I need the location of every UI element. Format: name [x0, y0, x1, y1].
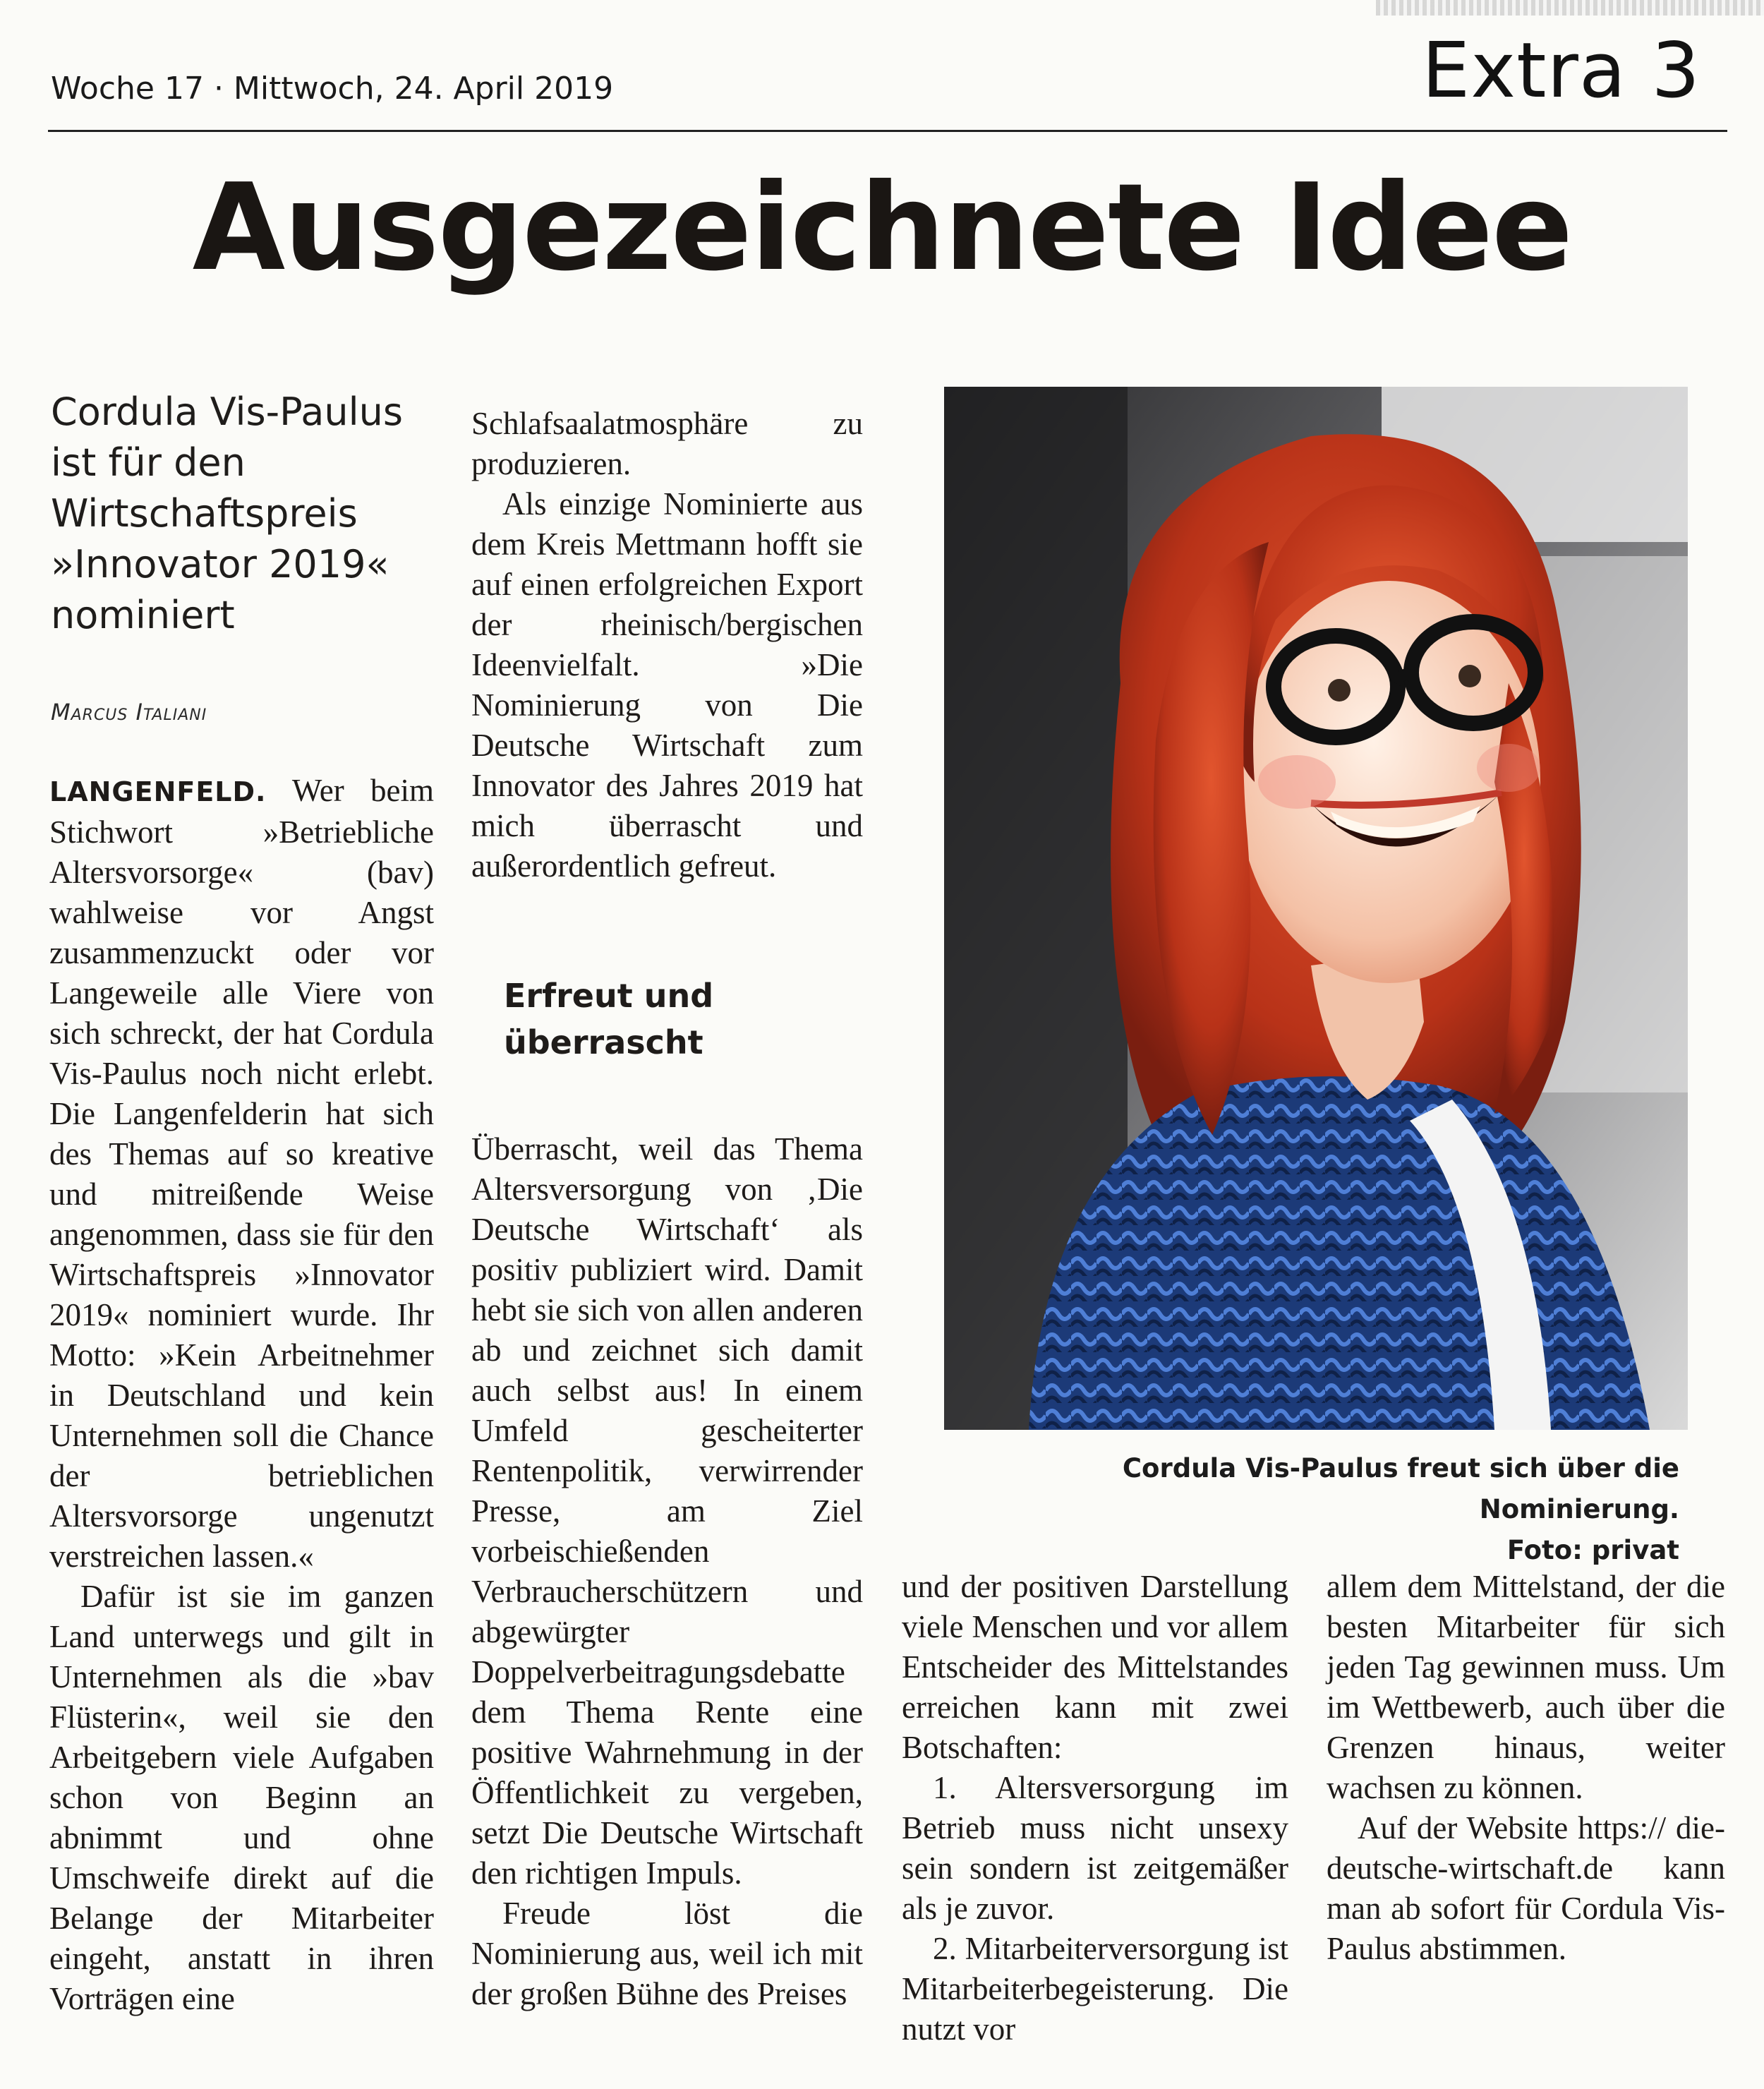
dateline: LANGENFELD. — [49, 776, 267, 807]
article-column-3 — [902, 1567, 1288, 2049]
subheading: Erfreut und überrascht — [504, 977, 714, 1061]
photo-caption: Cordula Vis-Paulus freut sich über die Nominierung. — [1122, 1453, 1679, 1524]
paragraph: allem dem Mittelstand, der die besten Mitarbeiter für sich jeden Tag gewinnen muss. Um im Wettbewerb, auch über die Grenzen hinaus, weiter wachsen zu können. — [1327, 1569, 1725, 1805]
paragraph: Als einzige Nominierte aus dem Kreis Mettmann hofft sie auf einen erfolgreichen Export der rheinisch/bergischen Ideenvielfalt. »Die Nominierung von Die Deutsche Wirtschaft zum Innovator des Jahres 2019 hat mich überrascht und außerordentlich gefreut. — [471, 486, 863, 884]
header-rule — [48, 130, 1727, 132]
author-byline: Marcus Italiani — [51, 699, 207, 726]
paragraph: und der positiven Darstellung viele Menschen und vor allem Entscheider des Mittelstandes erreichen kann mit zwei Botschaften: — [902, 1569, 1288, 1765]
article-column-2-top — [471, 404, 863, 886]
paragraph — [49, 771, 434, 1577]
headline: Ausgezeichnete Idee — [192, 158, 1572, 298]
paragraph-text: Wer beim Stichwort »Betriebliche Altersvorsorge« (bav) wahlweise vor Angst zusammenzuckt oder vor Langeweile alle Viere von sich schreckt, der hat Cordula Vis-Paulus noch nicht erlebt. Die Langenfelderin hat sich des Themas auf so kreative und mitreißende Weise angenommen, dass sie für den Wirtschaftspreis »Innovator 2019« nominiert wurde. Ihr Motto: »Kein Arbeitnehmer in Deutschland und kein Unternehmen soll die Chance der betrieblichen Altersvorsorge ungenutzt verstreichen lassen.« — [49, 773, 434, 1574]
article-column-1 — [49, 771, 434, 2019]
paragraph: 2. Mitarbeiterversorgung ist Mitarbeiterbegeisterung. Die nutzt vor — [902, 1931, 1288, 2047]
portrait-photo — [944, 387, 1688, 1430]
paragraph: 1. Altersversorgung im Betrieb muss nicht unsexy sein sondern ist zeitgemäßer als je zuvor. — [902, 1770, 1288, 1926]
article-column-2-bottom — [471, 1129, 863, 2014]
scan-edge-marks — [1376, 0, 1764, 16]
subhead: Cordula Vis-Paulus ist für den Wirtschaftspreis »Innovator 2019« nominiert — [51, 390, 403, 637]
paragraph: Schlafsaalatmosphäre zu produzieren. — [471, 406, 863, 481]
paragraph: Überrascht, weil das Thema Altersversorgung von ‚Die Deutsche Wirtschaft‘ als positiv publiziert wird. Damit hebt sie sich von allen anderen ab und zeichnet sich damit auch selbst aus! In einem Umfeld gescheiterter Rentenpolitik, verwirrender Presse, am Ziel vorbeischießenden Verbraucherschützern und abgewürgter Doppelverbeitragungsdebatte dem Thema Rente eine positive Wahrnehmung in der Öffentlichkeit zu vergeben, setzt Die Deutsche Wirtschaft den richtigen Impuls. — [471, 1131, 863, 1891]
section-label: Extra 3 — [1422, 27, 1701, 115]
paragraph: Auf der Website https:// die-deutsche-wirtschaft.de kann man ab sofort für Cordula Vis-Paulus abstimmen. — [1327, 1810, 1725, 1966]
article-column-4 — [1327, 1567, 1725, 1969]
paragraph: Freude löst die Nominierung aus, weil ich mit der großen Bühne des Preises — [471, 1896, 863, 2011]
photo-credit: Foto: privat — [1506, 1535, 1679, 1565]
portrait-illustration — [944, 387, 1688, 1430]
paragraph: Dafür ist sie im ganzen Land unterwegs und gilt in Unternehmen als die »bav Flüsterin«, weil sie den Arbeitgebern viele Aufgaben schon von Beginn an abnimmt und ohne Umschweife direkt auf die Belange der Mitarbeiter eingeht, anstatt in ihren Vorträgen eine — [49, 1579, 434, 2016]
photo-caption-block — [917, 1448, 1679, 1571]
issue-date: Woche 17 · Mittwoch, 24. April 2019 — [51, 71, 614, 107]
